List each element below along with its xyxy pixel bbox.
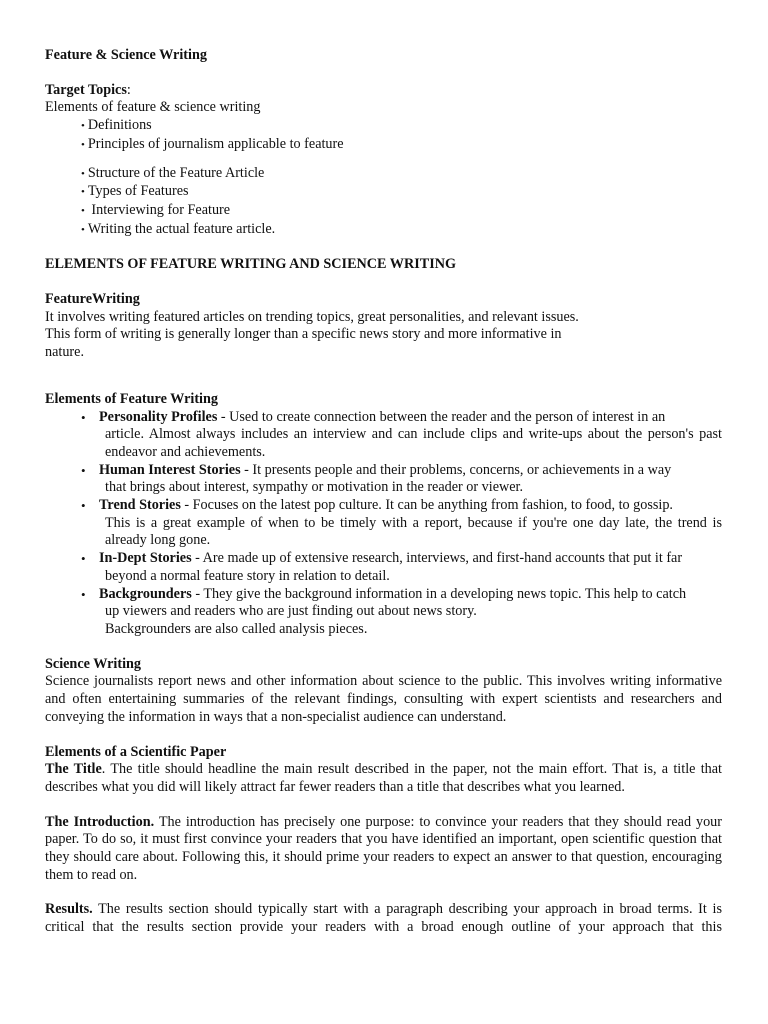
list-item [45, 462, 722, 497]
item-rest: beyond a normal feature story in relation to detail. [105, 567, 390, 584]
item-first: - It presents people and their problems, concerns, or achievements in a way [240, 461, 672, 478]
target-topics-heading [45, 82, 722, 100]
paper-title-term: The Title [45, 761, 102, 778]
item-term: Human Interest Stories [99, 461, 241, 478]
target-topics-label: Target Topics [45, 81, 127, 98]
item-first: - Used to create connection between the reader and the person of interest in an [217, 408, 666, 425]
target-topics-colon: : [126, 81, 131, 98]
item-rest: This is a great example of when to be timely with a report, because if you're one day late, the trend is already long gone. [105, 514, 722, 549]
list-item [45, 497, 722, 550]
paper-results-text: The results section should typically start with a paragraph describing your approach in broad terms. It is critical that the results section provide your readers with a broad enough outline of your approach that this [45, 901, 722, 936]
science-writing-heading: Science Writing [45, 655, 142, 672]
feature-writing-line: It involves writing featured articles on trending topics, great personalities, and relevant issues. [45, 308, 579, 325]
item-first: - Focuses on the latest pop culture. It can be anything from fashion, to food, to gossip. [180, 497, 673, 514]
scientific-paper-heading: Elements of a Scientific Paper [45, 743, 227, 760]
item-term: In-Dept Stories [99, 550, 192, 567]
elements-feature-heading: Elements of Feature Writing [45, 390, 218, 407]
item-term: Backgrounders [99, 585, 192, 602]
feature-writing-heading: FeatureWriting [45, 291, 140, 308]
item-term: Trend Stories [99, 497, 181, 514]
topic-item: • Interviewing for Feature [45, 202, 722, 221]
document-title: Feature & Science Writing [45, 47, 207, 63]
paper-intro-paragraph [45, 814, 722, 885]
paper-title-text: . The title should headline the main result described in the paper, not the main effort. That is, a title that describes what you did will likely attract far fewer readers than a title that describes what you learned. [45, 761, 722, 795]
topic-item: • Writing the actual feature article. [45, 221, 722, 240]
item-extra: Backgrounders are also called analysis pieces. [105, 620, 368, 637]
list-item [45, 586, 722, 639]
topic-item: • Types of Features [45, 183, 722, 202]
paper-intro-term: The Introduction. [45, 813, 155, 830]
topic-item: • Principles of journalism applicable to feature [45, 136, 722, 155]
item-term: Personality Profiles [99, 408, 218, 425]
feature-writing-line: This form of writing is generally longer than a specific news story and more informative in [45, 326, 562, 343]
list-item [45, 550, 722, 585]
item-first: - They give the background information in a developing news topic. This help to catch [191, 585, 687, 602]
item-rest: article. Almost always includes an interview and can include clips and write-ups about the person's past endeavor and achievements. [105, 426, 722, 460]
feature-writing-line: nature. [45, 344, 84, 361]
science-writing-text: Science journalists report news and other information about science to the public. This involves writing informative and often entertaining summaries of the relevant findings, consulting with expert scientists and researchers and conveying the information in ways that a non-specialist audience can understand. [45, 673, 722, 725]
section-heading: ELEMENTS OF FEATURE WRITING AND SCIENCE WRITING [45, 256, 456, 273]
elements-feature-list [45, 409, 722, 639]
paper-title-paragraph [45, 761, 722, 796]
topic-item: • Definitions [45, 117, 722, 136]
item-rest: that brings about interest, sympathy or motivation in the reader or viewer. [105, 479, 524, 496]
paper-intro-text: The introduction has precisely one purpose: to convince your readers that they should read your paper. To do so, it must first convince your readers that you have identified an important, open scientific question that they should care about. Following this, it should prime your readers to expect an answer to that question, encouraging them to read on. [45, 813, 722, 883]
paper-results-paragraph [45, 901, 722, 936]
list-item [45, 409, 722, 462]
document-page [45, 47, 722, 937]
topic-item: • Structure of the Feature Article [45, 165, 722, 184]
item-first: - Are made up of extensive research, interviews, and first-hand accounts that put it far [191, 550, 683, 567]
paper-results-term: Results. [45, 901, 93, 918]
item-rest: up viewers and readers who are just finding out about news story. [105, 603, 477, 620]
target-topics-intro: Elements of feature & science writing [45, 99, 261, 116]
